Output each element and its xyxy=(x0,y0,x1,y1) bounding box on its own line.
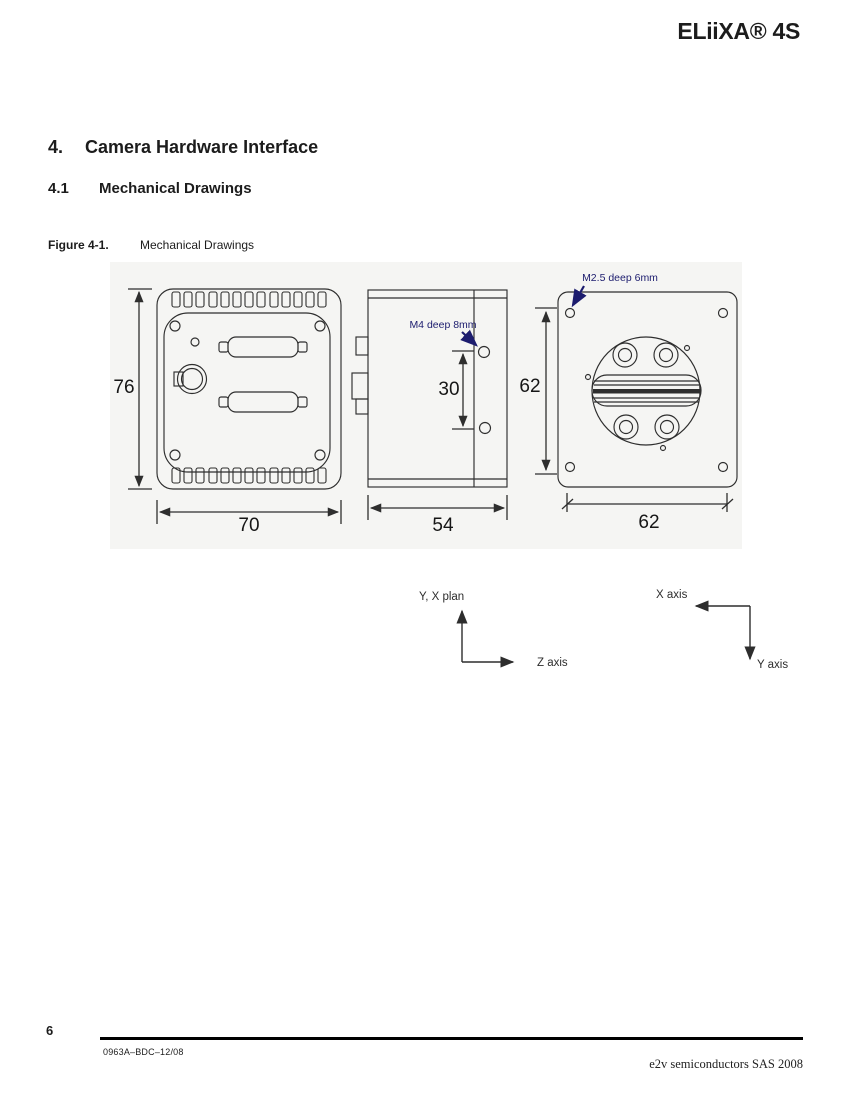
m25-annotation xyxy=(573,272,658,305)
heatsink-fins-top xyxy=(172,292,326,307)
m4-hole-bottom xyxy=(480,423,491,434)
subsection-number: 4.1 xyxy=(48,180,69,197)
dimension-side-depth xyxy=(368,495,507,536)
m4-annotation xyxy=(409,319,476,345)
sensor-slot xyxy=(592,375,701,406)
dimension-rear-width xyxy=(157,500,341,536)
dim-62v-label: 62 xyxy=(519,376,541,397)
dimension-front-width xyxy=(562,493,733,533)
front-view-drawing xyxy=(519,272,737,533)
xy-axes xyxy=(656,589,788,671)
page-title: ELiiXA® 4S xyxy=(677,18,800,44)
section-number: 4. xyxy=(48,137,64,157)
dsub-connector-bottom xyxy=(219,392,307,412)
dim-70-label: 70 xyxy=(238,515,260,536)
section-heading xyxy=(48,137,318,158)
plan-axes-label: Y, X plan xyxy=(419,591,465,603)
subsection-heading xyxy=(48,180,252,197)
dimension-front-height xyxy=(519,308,557,474)
dimension-rear-height xyxy=(113,289,152,489)
footer-rule xyxy=(100,1037,803,1040)
y-axis-label: Y axis xyxy=(757,659,789,671)
section-title: Camera Hardware Interface xyxy=(85,137,319,157)
side-tab-middle xyxy=(352,373,368,399)
dimension-hole-spacing xyxy=(438,351,474,429)
m25-annotation-arrow xyxy=(573,286,584,305)
subsection-title: Mechanical Drawings xyxy=(99,180,252,197)
axes-svg xyxy=(400,585,800,680)
document-reference: 0963A–BDC–12/08 xyxy=(103,1047,184,1057)
axes-diagrams xyxy=(400,585,800,680)
figure-caption xyxy=(48,238,254,252)
rear-view-drawing xyxy=(113,289,341,536)
power-connector xyxy=(174,365,207,394)
side-tab-top xyxy=(356,337,368,355)
dim-30-label: 30 xyxy=(438,379,460,400)
side-tab-bottom xyxy=(356,399,368,414)
plan-axes xyxy=(419,591,568,669)
copyright-notice: e2v semiconductors SAS 2008 xyxy=(649,1057,803,1071)
dim-76-label: 76 xyxy=(113,377,135,398)
m4-annotation-label: M4 deep 8mm xyxy=(409,319,477,331)
mechanical-drawings-svg xyxy=(110,262,742,549)
dim-54-label: 54 xyxy=(432,515,454,536)
led-hole xyxy=(191,338,199,346)
z-axis-label: Z axis xyxy=(537,657,568,669)
m4-hole-top xyxy=(479,347,490,358)
dim-62h-label: 62 xyxy=(638,512,660,533)
figure-image xyxy=(110,262,742,549)
figure-caption-text: Mechanical Drawings xyxy=(140,238,255,252)
figure-label: Figure 4-1. xyxy=(48,238,109,252)
heatsink-fins-bottom xyxy=(172,468,326,483)
page-number: 6 xyxy=(46,1023,54,1038)
m25-annotation-label: M2.5 deep 6mm xyxy=(582,272,658,284)
side-view-drawing xyxy=(352,290,507,536)
x-axis-label: X axis xyxy=(656,589,688,601)
lens-mount xyxy=(586,337,702,451)
dsub-connector-top xyxy=(219,337,307,357)
